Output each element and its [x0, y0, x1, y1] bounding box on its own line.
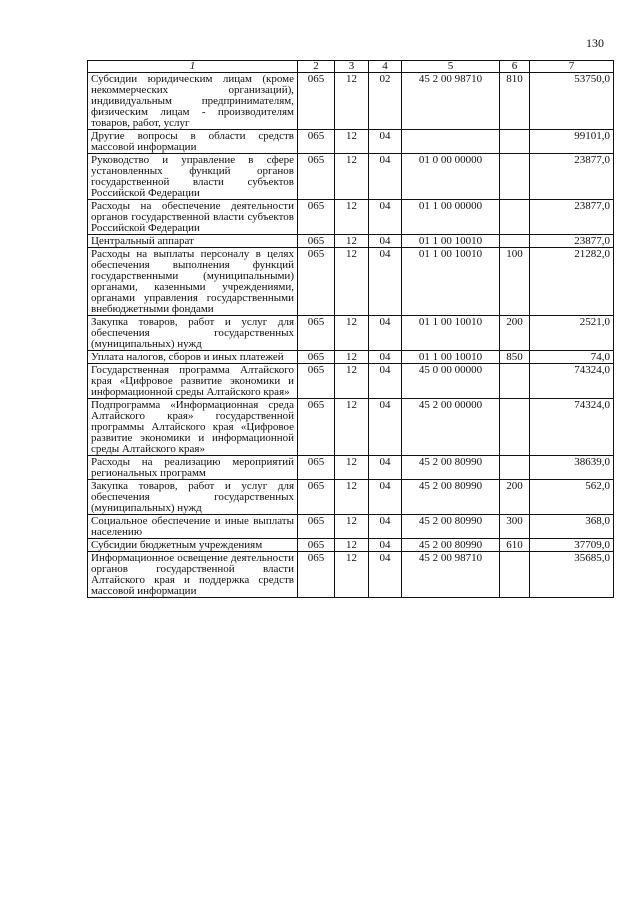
row-target-code: 01 1 00 10010: [402, 351, 500, 364]
row-expense-type-code: 100: [500, 248, 530, 316]
row-subsection-code: 04: [369, 130, 402, 154]
row-expense-type-code: 300: [500, 515, 530, 539]
row-expense-type-code: 810: [500, 73, 530, 130]
row-amount: 53750,0: [530, 73, 614, 130]
row-expense-type-code: [500, 235, 530, 248]
row-expense-type-code: [500, 130, 530, 154]
row-name: Расходы на обеспечение деятельности органов государственной власти субъектов Российской Федерации: [88, 200, 298, 235]
row-name: Закупка товаров, работ и услуг для обеспечения государственных (муниципальных) нужд: [88, 316, 298, 351]
row-target-code: 45 2 00 98710: [402, 552, 500, 598]
table-row: [88, 316, 614, 351]
row-target-code: 45 2 00 00000: [402, 399, 500, 456]
row-name: Руководство и управление в сфере установленных функций органов государственной власти субъектов Российской Федерации: [88, 154, 298, 200]
column-header-1: 1: [88, 61, 298, 73]
table-row: [88, 364, 614, 399]
row-amount: 23877,0: [530, 200, 614, 235]
row-expense-type-code: [500, 552, 530, 598]
column-header-6: 6: [500, 61, 530, 73]
table-row: [88, 130, 614, 154]
row-section-code: 12: [335, 515, 369, 539]
column-header-3: 3: [335, 61, 369, 73]
row-target-code: 45 2 00 80990: [402, 480, 500, 515]
row-section-code: 12: [335, 248, 369, 316]
row-admin-code: 065: [298, 515, 335, 539]
table-row: [88, 399, 614, 456]
row-amount: 74324,0: [530, 364, 614, 399]
row-target-code: 01 1 00 10010: [402, 248, 500, 316]
row-name: Государственная программа Алтайского края «Цифровое развитие экономики и информационной среды Алтайского края»: [88, 364, 298, 399]
row-expense-type-code: 200: [500, 316, 530, 351]
row-amount: 368,0: [530, 515, 614, 539]
table-row: [88, 351, 614, 364]
row-name: Информационное освещение деятельности органов государственной власти Алтайского края и поддержка средств массовой информации: [88, 552, 298, 598]
row-subsection-code: 04: [369, 154, 402, 200]
table-row: [88, 552, 614, 598]
table-row: [88, 480, 614, 515]
row-amount: 74324,0: [530, 399, 614, 456]
row-subsection-code: 04: [369, 235, 402, 248]
row-expense-type-code: [500, 200, 530, 235]
row-amount: 562,0: [530, 480, 614, 515]
row-section-code: 12: [335, 480, 369, 515]
row-subsection-code: 04: [369, 456, 402, 480]
budget-table: [87, 60, 614, 598]
table-row: [88, 248, 614, 316]
row-admin-code: 065: [298, 154, 335, 200]
row-amount: 74,0: [530, 351, 614, 364]
row-name: Субсидии бюджетным учреждениям: [88, 539, 298, 552]
table-row: [88, 73, 614, 130]
row-name: Расходы на реализацию мероприятий региональных программ: [88, 456, 298, 480]
row-subsection-code: 04: [369, 480, 402, 515]
row-section-code: 12: [335, 73, 369, 130]
column-header-7: 7: [530, 61, 614, 73]
row-amount: 38639,0: [530, 456, 614, 480]
row-name: Центральный аппарат: [88, 235, 298, 248]
row-admin-code: 065: [298, 456, 335, 480]
row-admin-code: 065: [298, 73, 335, 130]
table-row: [88, 539, 614, 552]
row-name: Социальное обеспечение и иные выплаты населению: [88, 515, 298, 539]
row-subsection-code: 04: [369, 364, 402, 399]
row-subsection-code: 02: [369, 73, 402, 130]
row-target-code: 45 2 00 98710: [402, 73, 500, 130]
row-section-code: 12: [335, 235, 369, 248]
row-section-code: 12: [335, 316, 369, 351]
row-subsection-code: 04: [369, 200, 402, 235]
row-name: Другие вопросы в области средств массовой информации: [88, 130, 298, 154]
table-row: [88, 154, 614, 200]
row-target-code: 45 0 00 00000: [402, 364, 500, 399]
row-name: Подпрограмма «Информационная среда Алтайского края» государственной программы Алтайского края «Цифровое развитие экономики и информационной среды Алтайского края»: [88, 399, 298, 456]
row-amount: 35685,0: [530, 552, 614, 598]
row-amount: 23877,0: [530, 154, 614, 200]
row-section-code: 12: [335, 399, 369, 456]
row-section-code: 12: [335, 539, 369, 552]
row-admin-code: 065: [298, 351, 335, 364]
row-amount: 23877,0: [530, 235, 614, 248]
row-admin-code: 065: [298, 130, 335, 154]
row-admin-code: 065: [298, 399, 335, 456]
row-target-code: 01 1 00 10010: [402, 235, 500, 248]
row-expense-type-code: [500, 154, 530, 200]
row-name: Расходы на выплаты персоналу в целях обеспечения выполнения функций государственными (муниципальными) органами, казенными учреждениями, органами управления государственными внебюджетными фондами: [88, 248, 298, 316]
column-header-2: 2: [298, 61, 335, 73]
row-name: Закупка товаров, работ и услуг для обеспечения государственных (муниципальных) нужд: [88, 480, 298, 515]
row-admin-code: 065: [298, 552, 335, 598]
table-row: [88, 456, 614, 480]
table-header-row: [88, 61, 614, 73]
row-target-code: 01 1 00 00000: [402, 200, 500, 235]
row-target-code: 01 1 00 10010: [402, 316, 500, 351]
row-subsection-code: 04: [369, 351, 402, 364]
row-admin-code: 065: [298, 364, 335, 399]
row-admin-code: 065: [298, 539, 335, 552]
row-subsection-code: 04: [369, 316, 402, 351]
row-amount: 2521,0: [530, 316, 614, 351]
table-row: [88, 235, 614, 248]
row-admin-code: 065: [298, 248, 335, 316]
row-expense-type-code: [500, 364, 530, 399]
row-name: Субсидии юридическим лицам (кроме некоммерческих организаций), индивидуальным предпринимателям, физическим лицам - производителям товаров, работ, услуг: [88, 73, 298, 130]
row-target-code: 01 0 00 00000: [402, 154, 500, 200]
row-admin-code: 065: [298, 200, 335, 235]
row-expense-type-code: 200: [500, 480, 530, 515]
row-section-code: 12: [335, 351, 369, 364]
row-subsection-code: 04: [369, 539, 402, 552]
row-expense-type-code: [500, 399, 530, 456]
table-row: [88, 200, 614, 235]
row-admin-code: 065: [298, 235, 335, 248]
table-row: [88, 515, 614, 539]
row-section-code: 12: [335, 130, 369, 154]
row-target-code: 45 2 00 80990: [402, 515, 500, 539]
row-target-code: 45 2 00 80990: [402, 456, 500, 480]
row-subsection-code: 04: [369, 248, 402, 316]
row-subsection-code: 04: [369, 515, 402, 539]
row-name: Уплата налогов, сборов и иных платежей: [88, 351, 298, 364]
column-header-4: 4: [369, 61, 402, 73]
row-section-code: 12: [335, 552, 369, 598]
row-subsection-code: 04: [369, 552, 402, 598]
row-admin-code: 065: [298, 480, 335, 515]
row-section-code: 12: [335, 200, 369, 235]
row-admin-code: 065: [298, 316, 335, 351]
row-amount: 21282,0: [530, 248, 614, 316]
row-expense-type-code: [500, 456, 530, 480]
row-expense-type-code: 610: [500, 539, 530, 552]
row-subsection-code: 04: [369, 399, 402, 456]
row-amount: 99101,0: [530, 130, 614, 154]
row-target-code: 45 2 00 80990: [402, 539, 500, 552]
row-section-code: 12: [335, 154, 369, 200]
column-header-5: 5: [402, 61, 500, 73]
table-body: [88, 73, 614, 598]
page-number: 130: [586, 36, 604, 50]
row-section-code: 12: [335, 456, 369, 480]
row-section-code: 12: [335, 364, 369, 399]
row-amount: 37709,0: [530, 539, 614, 552]
row-expense-type-code: 850: [500, 351, 530, 364]
row-target-code: [402, 130, 500, 154]
